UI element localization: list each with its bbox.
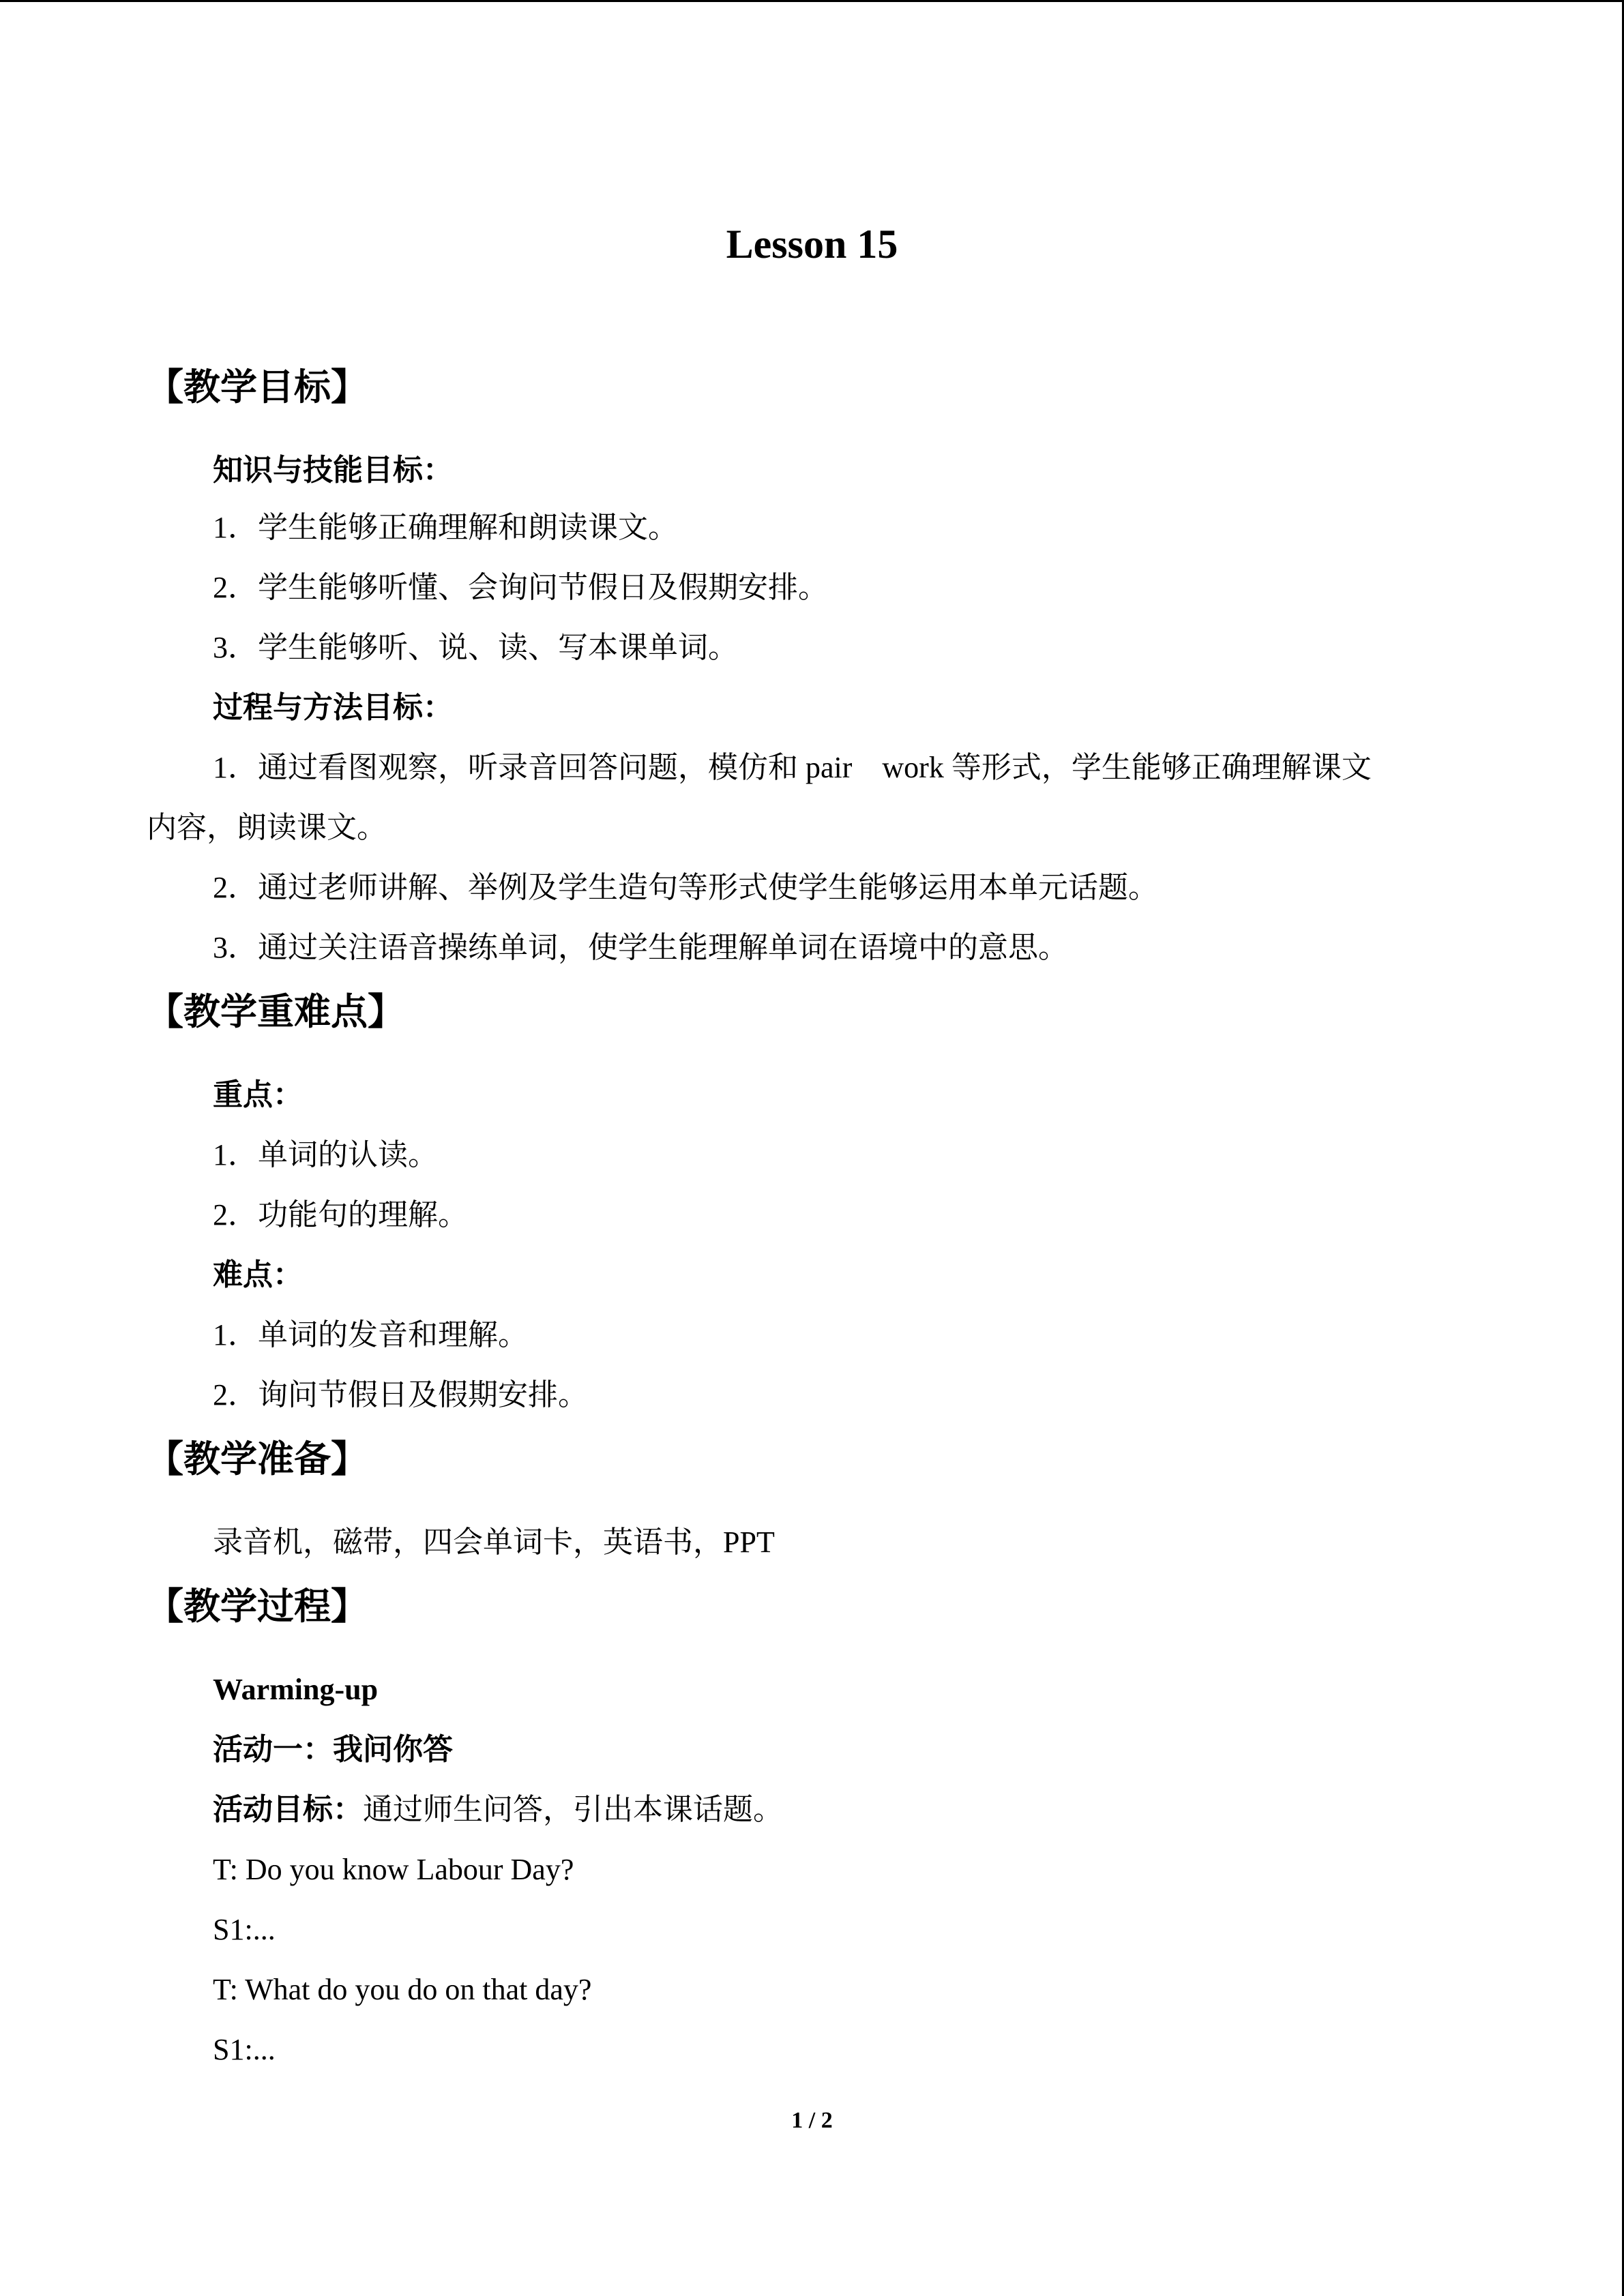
difficulty-label: 难点： — [213, 1258, 303, 1292]
list-item: 1．单词的认读。 — [213, 1138, 438, 1172]
section-heading-objectives: 【教学目标】 — [147, 367, 368, 408]
list-item: 2．学生能够听懂、会询问节假日及假期安排。 — [213, 571, 828, 604]
page-title: Lesson 15 — [726, 222, 898, 267]
list-item: 2．通过老师讲解、举例及学生造句等形式使学生能够运用本单元话题。 — [213, 871, 1158, 904]
stage-label: Warming-up — [213, 1673, 379, 1706]
section-heading-procedure: 【教学过程】 — [147, 1586, 368, 1627]
process-label: 过程与方法目标： — [213, 691, 453, 724]
section-heading-key-points: 【教学重难点】 — [147, 992, 404, 1032]
knowledge-label: 知识与技能目标： — [213, 453, 453, 487]
activity-label: 活动一：我问你答 — [213, 1733, 453, 1766]
list-item: 1．单词的发音和理解。 — [213, 1318, 528, 1352]
dialogue-line: T: What do you do on that day? — [213, 1973, 592, 2006]
list-item: 1．通过看图观察，听录音回答问题，模仿和 pair work 等形式，学生能够正确理解课文 — [213, 751, 1372, 784]
list-item-continuation: 内容，朗读课文。 — [147, 811, 387, 844]
activity-goal — [213, 1789, 783, 1830]
dialogue-line: S1:... — [213, 2033, 276, 2066]
dialogue-line: S1:... — [213, 1913, 276, 1946]
list-item: 3．学生能够听、说、读、写本课单词。 — [213, 631, 738, 664]
dialogue-line: T: Do you know Labour Day? — [213, 1853, 574, 1886]
section-heading-preparation: 【教学准备】 — [147, 1439, 368, 1480]
focus-label: 重点： — [213, 1078, 303, 1112]
list-item: 2．询问节假日及假期安排。 — [213, 1378, 588, 1412]
activity-goal-text: 通过师生问答，引出本课话题。 — [363, 1793, 783, 1826]
page-border-top — [0, 0, 1624, 2]
page-number: 1 / 2 — [791, 2108, 833, 2133]
list-item: 2．功能句的理解。 — [213, 1198, 468, 1232]
list-item: 3．通过关注语音操练单词，使学生能理解单词在语境中的意思。 — [213, 931, 1068, 964]
list-item: 1．学生能够正确理解和朗读课文。 — [213, 511, 678, 544]
activity-goal-label: 活动目标： — [213, 1793, 363, 1826]
preparation-text: 录音机，磁带，四会单词卡，英语书，PPT — [213, 1525, 775, 1559]
